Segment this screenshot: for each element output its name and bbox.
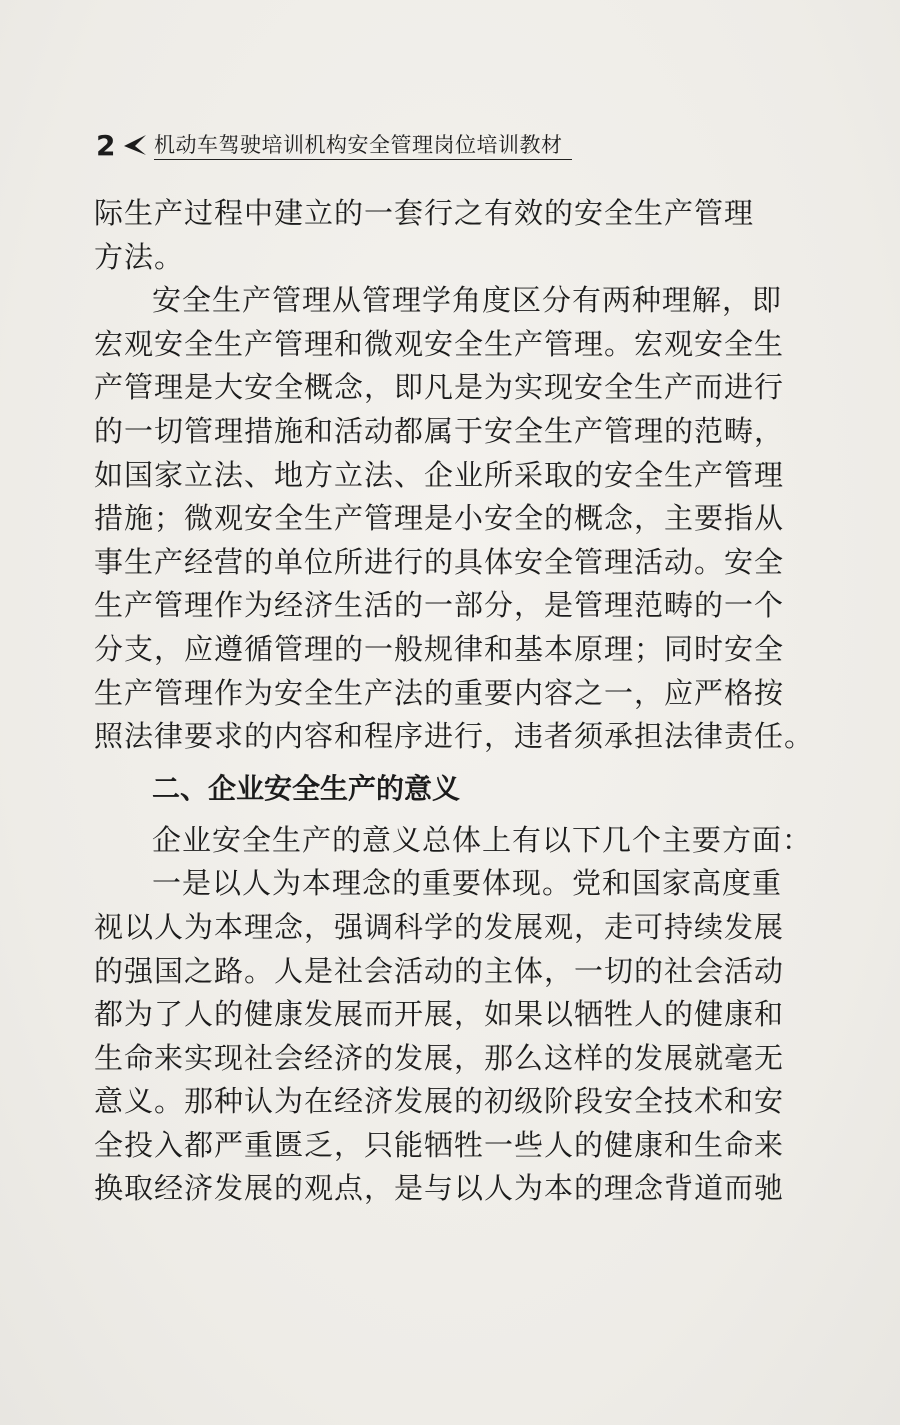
text-line: 分支，应遵循管理的一般规律和基本原理；同时安全 [94,631,785,666]
paragraph-4 [94,862,784,1211]
page-body [94,192,815,1211]
text-line: 意义。那种认为在经济发展的初级阶段安全技术和安 [94,1084,785,1119]
text-line: 视以人为本理念，强调科学的发展观，走可持续发展 [94,909,785,944]
text-line: 生产管理作为经济生活的一部分，是管理范畴的一个 [94,588,785,623]
paragraph-1 [94,192,784,279]
text-line: 宏观安全生产管理和微观安全生产管理。宏观安全生 [94,326,785,361]
text-line: 措施；微观安全生产管理是小安全的概念，主要指从 [94,501,785,536]
text-line: 事生产经营的单位所进行的具体安全管理活动。安全 [94,544,785,579]
section-heading: 二、企业安全生产的意义 [152,771,461,805]
paragraph-3 [94,819,813,863]
text-line: 都为了人的健康发展而开展，如果以牺牲人的健康和 [94,997,785,1032]
running-header [96,128,576,164]
header-rule [154,159,572,160]
text-line: 产管理是大安全概念，即凡是为实现安全生产而进行 [94,370,785,405]
text-line: 安全生产管理从管理学角度区分有两种理解，即 [152,283,783,318]
text-line: 生命来实现社会经济的发展，那么这样的发展就毫无 [94,1040,785,1075]
book-title: 机动车驾驶培训机构安全管理岗位培训教材 [154,133,563,157]
text-line: 如国家立法、地方立法、企业所采取的安全生产管理 [94,457,785,492]
text-line: 的强国之路。人是社会活动的主体，一切的社会活动 [94,953,785,988]
arrow-left-icon [120,132,148,158]
text-line: 的一切管理措施和活动都属于安全生产管理的范畴， [94,413,785,448]
text-line: 照法律要求的内容和程序进行，违者须承担法律责任。 [94,719,815,754]
text-line: 一是以人为本理念的重要体现。党和国家高度重 [152,866,783,901]
text-line: 际生产过程中建立的一套行之有效的安全生产管理 [94,196,755,230]
text-line: 企业安全生产的意义总体上有以下几个主要方面： [152,822,813,857]
text-line: 方法。 [94,239,185,274]
text-line: 换取经济发展的观点，是与以人为本的理念背道而驰 [94,1171,785,1206]
text-line: 生产管理作为安全生产法的重要内容之一，应严格按 [94,675,785,710]
paragraph-2 [94,279,815,759]
text-line: 全投入都严重匮乏，只能牺牲一些人的健康和生命来 [94,1127,785,1162]
page-number: 2 [96,129,116,162]
